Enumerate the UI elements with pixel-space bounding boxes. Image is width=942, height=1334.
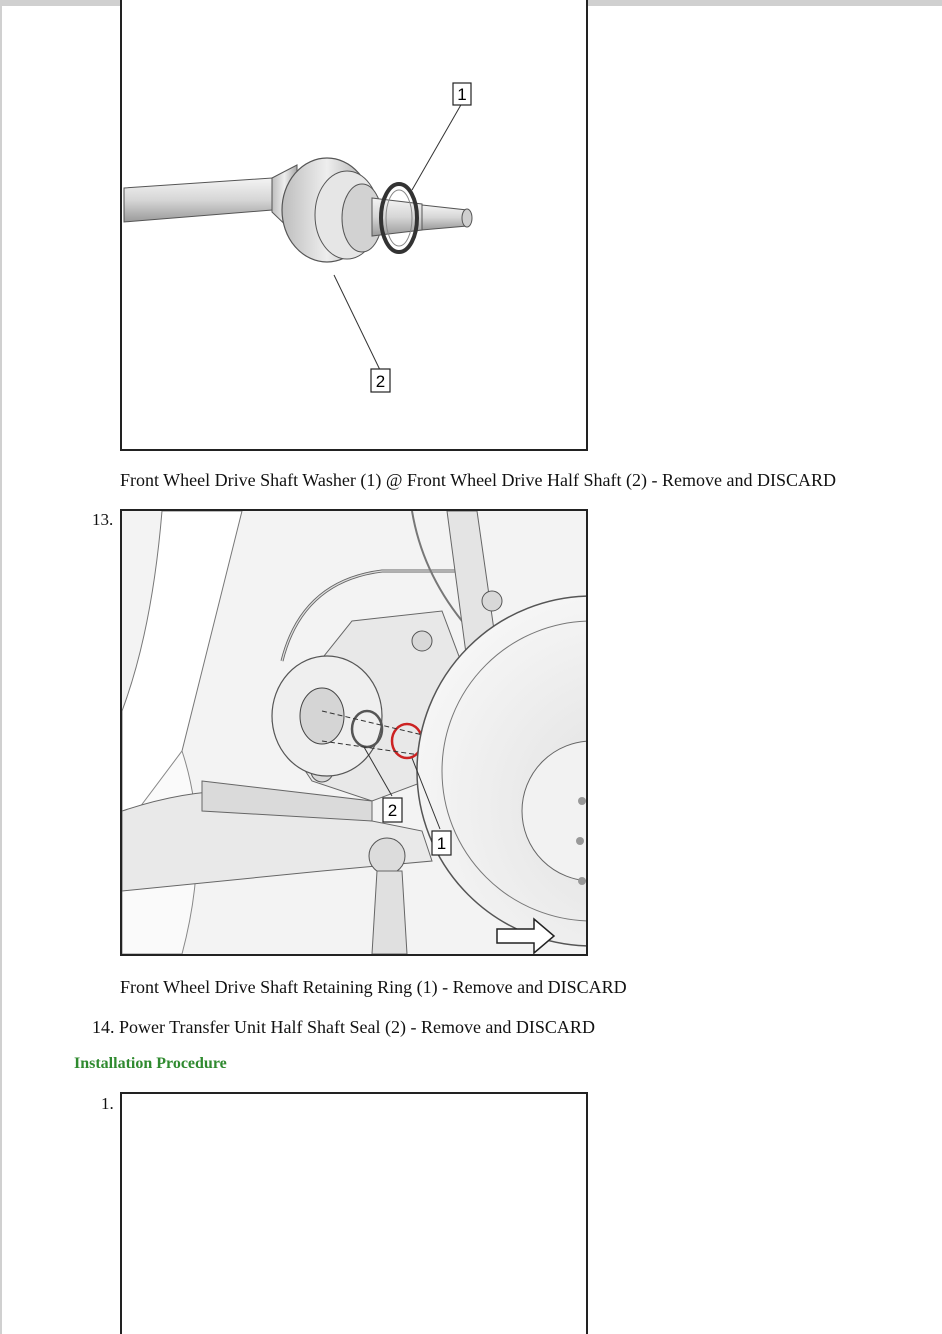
callout-2-label: 2 xyxy=(375,372,386,391)
retaining-ring-figure xyxy=(120,509,588,956)
step-13-number: 13. xyxy=(92,510,114,529)
callout-1-label: 1 xyxy=(436,834,447,853)
half-shaft-illustration xyxy=(122,0,586,449)
callout-1-label: 1 xyxy=(457,85,467,104)
figure1-caption: Front Wheel Drive Shaft Washer (1) @ Front Wheel Drive Half Shaft (2) - Remove and DISCARD xyxy=(120,470,836,490)
installation-procedure-heading: Installation Procedure xyxy=(74,1055,227,1072)
half-shaft-washer-figure xyxy=(120,0,588,451)
install-step-1-figure xyxy=(120,1092,588,1334)
step13-caption: Front Wheel Drive Shaft Retaining Ring (1) - Remove and DISCARD xyxy=(120,977,627,997)
retaining-ring-illustration xyxy=(122,511,586,954)
step14-text: 14. Power Transfer Unit Half Shaft Seal (2) - Remove and DISCARD xyxy=(92,1017,595,1037)
install-step-1-number: 1. xyxy=(101,1094,114,1113)
callout-2-label: 2 xyxy=(387,801,398,820)
